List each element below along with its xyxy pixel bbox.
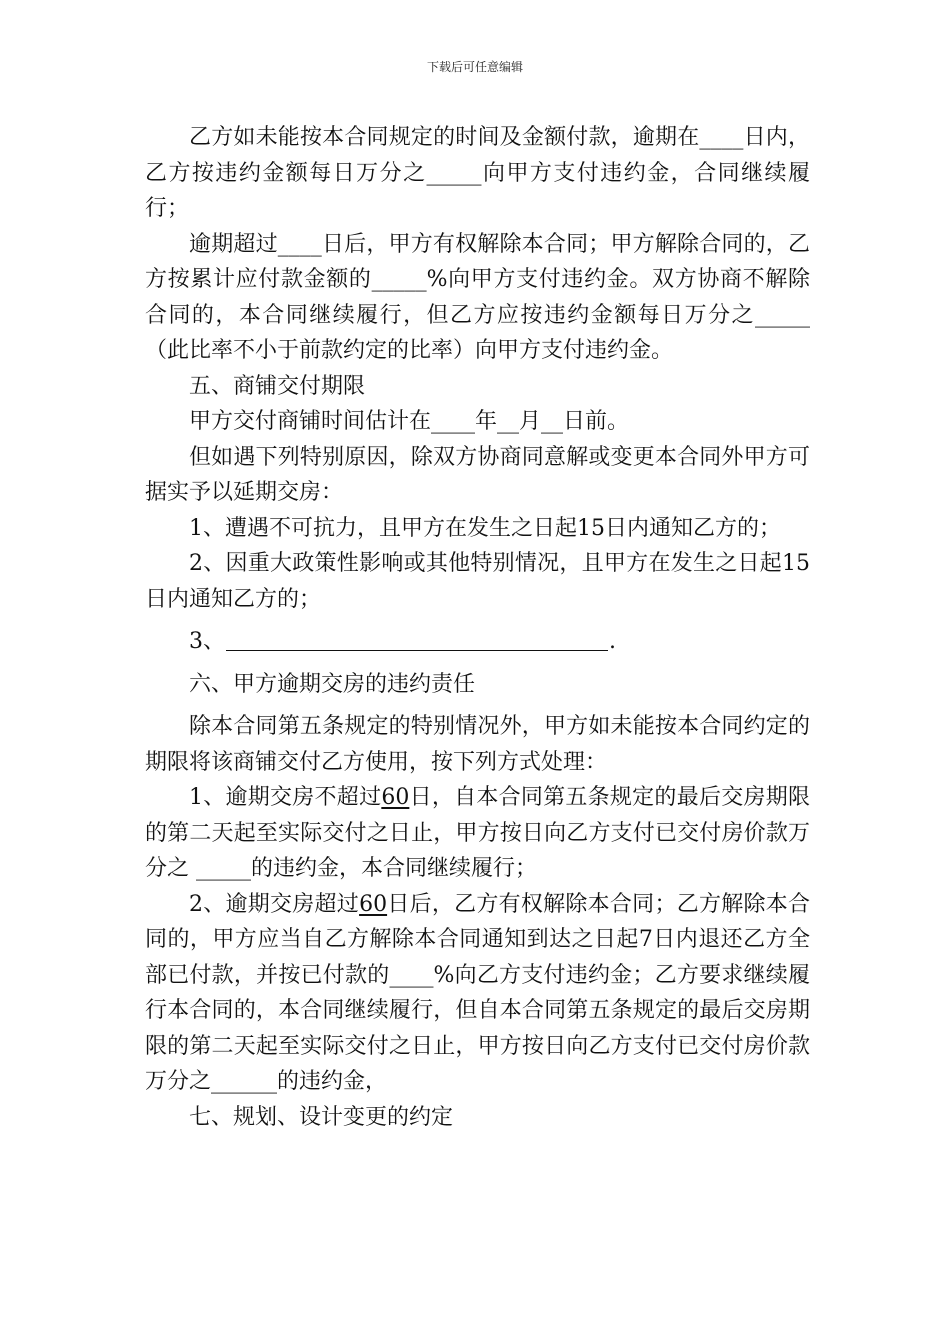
clause-text: 1、逾期交房不超过 [189,785,382,810]
paragraph-delivery-date: 甲方交付商铺时间估计在____年__月__日前。 [189,409,630,434]
clause-text: 2、逾期交房超过 [189,891,360,917]
section-heading-seller-late-delivery: 六、甲方逾期交房的违约责任 [189,671,476,697]
section-heading-planning-changes: 七、规划、设计变更的约定 [189,1104,454,1130]
paragraph-buyer-late-payment: 乙方如未能按本合同规定的时间及金额付款，逾期在____日内，乙方按违约金额每日万分之_____向甲方支付违约金，合同继续履行； [145,125,810,221]
paragraph-late-delivery-handling: 除本合同第五条规定的特别情况外，甲方如未能按本合同约定的期限将该商铺交付乙方使用，按下列方式处理： [145,714,810,775]
blank-line [226,628,608,651]
list-item-blank-clause [145,624,810,660]
list-item-delay-over-60-days [145,887,810,1100]
days-value: 60 [381,785,410,810]
list-item-delay-under-60-days [145,780,810,887]
days-value: 60 [359,891,388,917]
clause-text: 日后，乙方有权解除本合同；乙方解除本合同的，甲方应当自乙方解除本合同通知到达之日起7日内退还乙方全部已付款，并按已付款的____%向乙方支付违约金；乙方要求继续履行本合同的，本合同继续履行，但自本合同第五条规定的最后交房期限的第二天起至实际交付之日止，甲方按日向乙方支付已交付房价款万分之______的违约金， [145,891,810,1094]
clause-text: 日，自本合同第五条规定的最后交房期限的第二天起至实际交付之日止，甲方按日向乙方支付已交付房价款万分之 _____的违约金，本合同继续履行； [145,785,810,881]
paragraph-contract-termination: 逾期超过____日后，甲方有权解除本合同；甲方解除合同的，乙方按累计应付款金额的_____%向甲方支付违约金。双方协商不解除合同的，本合同继续履行，但乙方应按违约金额每日万分之_____（此比率不小于前款约定的比率）向甲方支付违约金。 [145,231,810,363]
list-item-suffix: . [609,629,616,654]
list-item-force-majeure: 1、遭遇不可抗力，且甲方在发生之日起15日内通知乙方的； [189,515,781,541]
document-body [145,120,810,1135]
list-item-policy-impact: 2、因重大政策性影响或其他特别情况，且甲方在发生之日起15日内通知乙方的； [145,551,810,612]
paragraph-delay-reasons: 但如遇下列特别原因，除双方协商同意解或变更本合同外甲方可据实予以延期交房： [145,444,810,505]
page-header: 下载后可任意编辑 [426,60,523,74]
section-heading-delivery-deadline: 五、商铺交付期限 [189,373,366,399]
list-item-number: 3、 [189,629,225,654]
